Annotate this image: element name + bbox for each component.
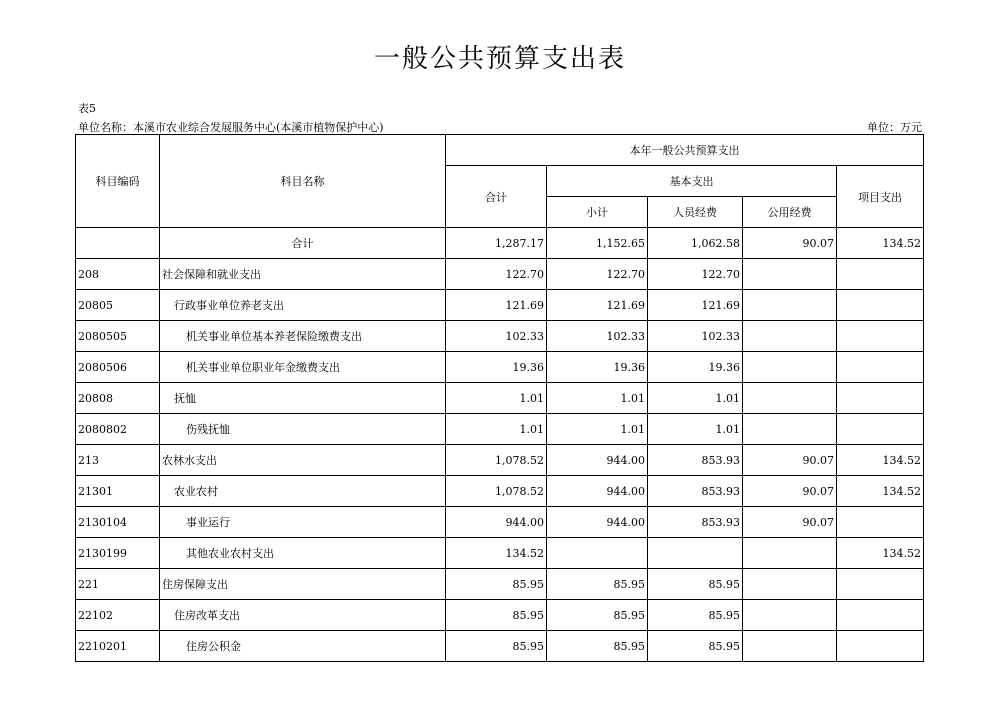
- row-total: 85.95: [446, 600, 547, 631]
- row-code: 208: [76, 259, 160, 290]
- unit-name: 单位名称：本溪市农业综合发展服务中心(本溪市植物保护中心): [78, 121, 384, 134]
- row-project: [837, 569, 924, 600]
- total-row-total: 1,287.17: [446, 228, 547, 259]
- row-name: 农业农村: [160, 476, 446, 507]
- row-name: 抚恤: [160, 383, 446, 414]
- table-row: [76, 569, 924, 600]
- row-code: 22102: [76, 600, 160, 631]
- row-personnel: 853.93: [648, 507, 743, 538]
- row-name: 机关事业单位基本养老保险缴费支出: [160, 321, 446, 352]
- row-personnel: 121.69: [648, 290, 743, 321]
- table-row: [76, 383, 924, 414]
- header-annual: 本年一般公共预算支出: [446, 135, 924, 166]
- row-name: 伤残抚恤: [160, 414, 446, 445]
- row-name: 事业运行: [160, 507, 446, 538]
- row-code: 2210201: [76, 631, 160, 662]
- header-name: 科目名称: [160, 135, 446, 228]
- row-subtotal: 122.70: [547, 259, 648, 290]
- row-total: 1.01: [446, 383, 547, 414]
- row-personnel: 85.95: [648, 600, 743, 631]
- table-row: [76, 414, 924, 445]
- row-project: 134.52: [837, 476, 924, 507]
- table-row: [76, 476, 924, 507]
- row-subtotal: 944.00: [547, 476, 648, 507]
- row-project: [837, 259, 924, 290]
- row-code: 20805: [76, 290, 160, 321]
- header-project: 项目支出: [837, 166, 924, 228]
- row-public: 90.07: [743, 507, 837, 538]
- total-row-personnel: 1,062.58: [648, 228, 743, 259]
- row-public: 90.07: [743, 445, 837, 476]
- row-personnel: 853.93: [648, 445, 743, 476]
- header-basic: 基本支出: [547, 166, 837, 197]
- row-personnel: 853.93: [648, 476, 743, 507]
- row-project: [837, 631, 924, 662]
- budget-table: [75, 134, 924, 662]
- row-subtotal: 102.33: [547, 321, 648, 352]
- total-row-public: 90.07: [743, 228, 837, 259]
- table-row: [76, 321, 924, 352]
- row-code: 2080505: [76, 321, 160, 352]
- row-total: 1,078.52: [446, 476, 547, 507]
- row-code: 2080802: [76, 414, 160, 445]
- row-total: 19.36: [446, 352, 547, 383]
- row-project: 134.52: [837, 445, 924, 476]
- row-total: 134.52: [446, 538, 547, 569]
- row-personnel: 102.33: [648, 321, 743, 352]
- table-row: [76, 259, 924, 290]
- row-subtotal: 85.95: [547, 569, 648, 600]
- row-public: [743, 259, 837, 290]
- row-code: 21301: [76, 476, 160, 507]
- table-row: [76, 538, 924, 569]
- row-name: 住房公积金: [160, 631, 446, 662]
- row-total: 1,078.52: [446, 445, 547, 476]
- row-project: [837, 600, 924, 631]
- row-total: 102.33: [446, 321, 547, 352]
- row-personnel: 85.95: [648, 569, 743, 600]
- row-total: 85.95: [446, 569, 547, 600]
- table-row: [76, 600, 924, 631]
- row-subtotal: 85.95: [547, 631, 648, 662]
- row-personnel: [648, 538, 743, 569]
- row-personnel: 85.95: [648, 631, 743, 662]
- row-project: [837, 383, 924, 414]
- total-row-project: 134.52: [837, 228, 924, 259]
- row-project: [837, 352, 924, 383]
- row-personnel: 122.70: [648, 259, 743, 290]
- row-subtotal: 19.36: [547, 352, 648, 383]
- table-row: [76, 352, 924, 383]
- table-number: 表5: [78, 102, 96, 115]
- row-subtotal: [547, 538, 648, 569]
- row-name: 农林水支出: [160, 445, 446, 476]
- row-code: 2130199: [76, 538, 160, 569]
- row-personnel: 1.01: [648, 383, 743, 414]
- row-subtotal: 1.01: [547, 383, 648, 414]
- row-public: [743, 631, 837, 662]
- row-name: 住房改革支出: [160, 600, 446, 631]
- total-row: [76, 228, 924, 259]
- row-subtotal: 1.01: [547, 414, 648, 445]
- currency-unit: 单位：万元: [867, 121, 922, 134]
- row-subtotal: 121.69: [547, 290, 648, 321]
- row-project: [837, 290, 924, 321]
- row-total: 85.95: [446, 631, 547, 662]
- total-row-code: [76, 228, 160, 259]
- row-public: [743, 600, 837, 631]
- header-subtotal: 小计: [547, 197, 648, 228]
- total-row-subtotal: 1,152.65: [547, 228, 648, 259]
- row-total: 121.69: [446, 290, 547, 321]
- row-subtotal: 85.95: [547, 600, 648, 631]
- row-personnel: 19.36: [648, 352, 743, 383]
- table-row: [76, 631, 924, 662]
- table-row: [76, 507, 924, 538]
- row-name: 行政事业单位养老支出: [160, 290, 446, 321]
- row-personnel: 1.01: [648, 414, 743, 445]
- header-code: 科目编码: [76, 135, 160, 228]
- row-code: 20808: [76, 383, 160, 414]
- row-total: 1.01: [446, 414, 547, 445]
- table-row: [76, 290, 924, 321]
- row-name: 社会保障和就业支出: [160, 259, 446, 290]
- header-public: 公用经费: [743, 197, 837, 228]
- row-public: [743, 383, 837, 414]
- row-public: [743, 352, 837, 383]
- row-project: 134.52: [837, 538, 924, 569]
- page-title: 一般公共预算支出表: [373, 44, 626, 74]
- row-code: 213: [76, 445, 160, 476]
- row-code: 2130104: [76, 507, 160, 538]
- row-public: [743, 321, 837, 352]
- row-total: 944.00: [446, 507, 547, 538]
- header-total: 合计: [446, 166, 547, 228]
- row-code: 2080506: [76, 352, 160, 383]
- row-public: [743, 569, 837, 600]
- header-personnel: 人员经费: [648, 197, 743, 228]
- row-total: 122.70: [446, 259, 547, 290]
- total-row-label: 合计: [160, 228, 446, 259]
- row-public: [743, 414, 837, 445]
- table-row: [76, 445, 924, 476]
- row-public: [743, 290, 837, 321]
- row-public: 90.07: [743, 476, 837, 507]
- row-subtotal: 944.00: [547, 445, 648, 476]
- row-code: 221: [76, 569, 160, 600]
- row-name: 住房保障支出: [160, 569, 446, 600]
- row-project: [837, 507, 924, 538]
- row-name: 其他农业农村支出: [160, 538, 446, 569]
- row-project: [837, 321, 924, 352]
- row-project: [837, 414, 924, 445]
- row-name: 机关事业单位职业年金缴费支出: [160, 352, 446, 383]
- row-subtotal: 944.00: [547, 507, 648, 538]
- row-public: [743, 538, 837, 569]
